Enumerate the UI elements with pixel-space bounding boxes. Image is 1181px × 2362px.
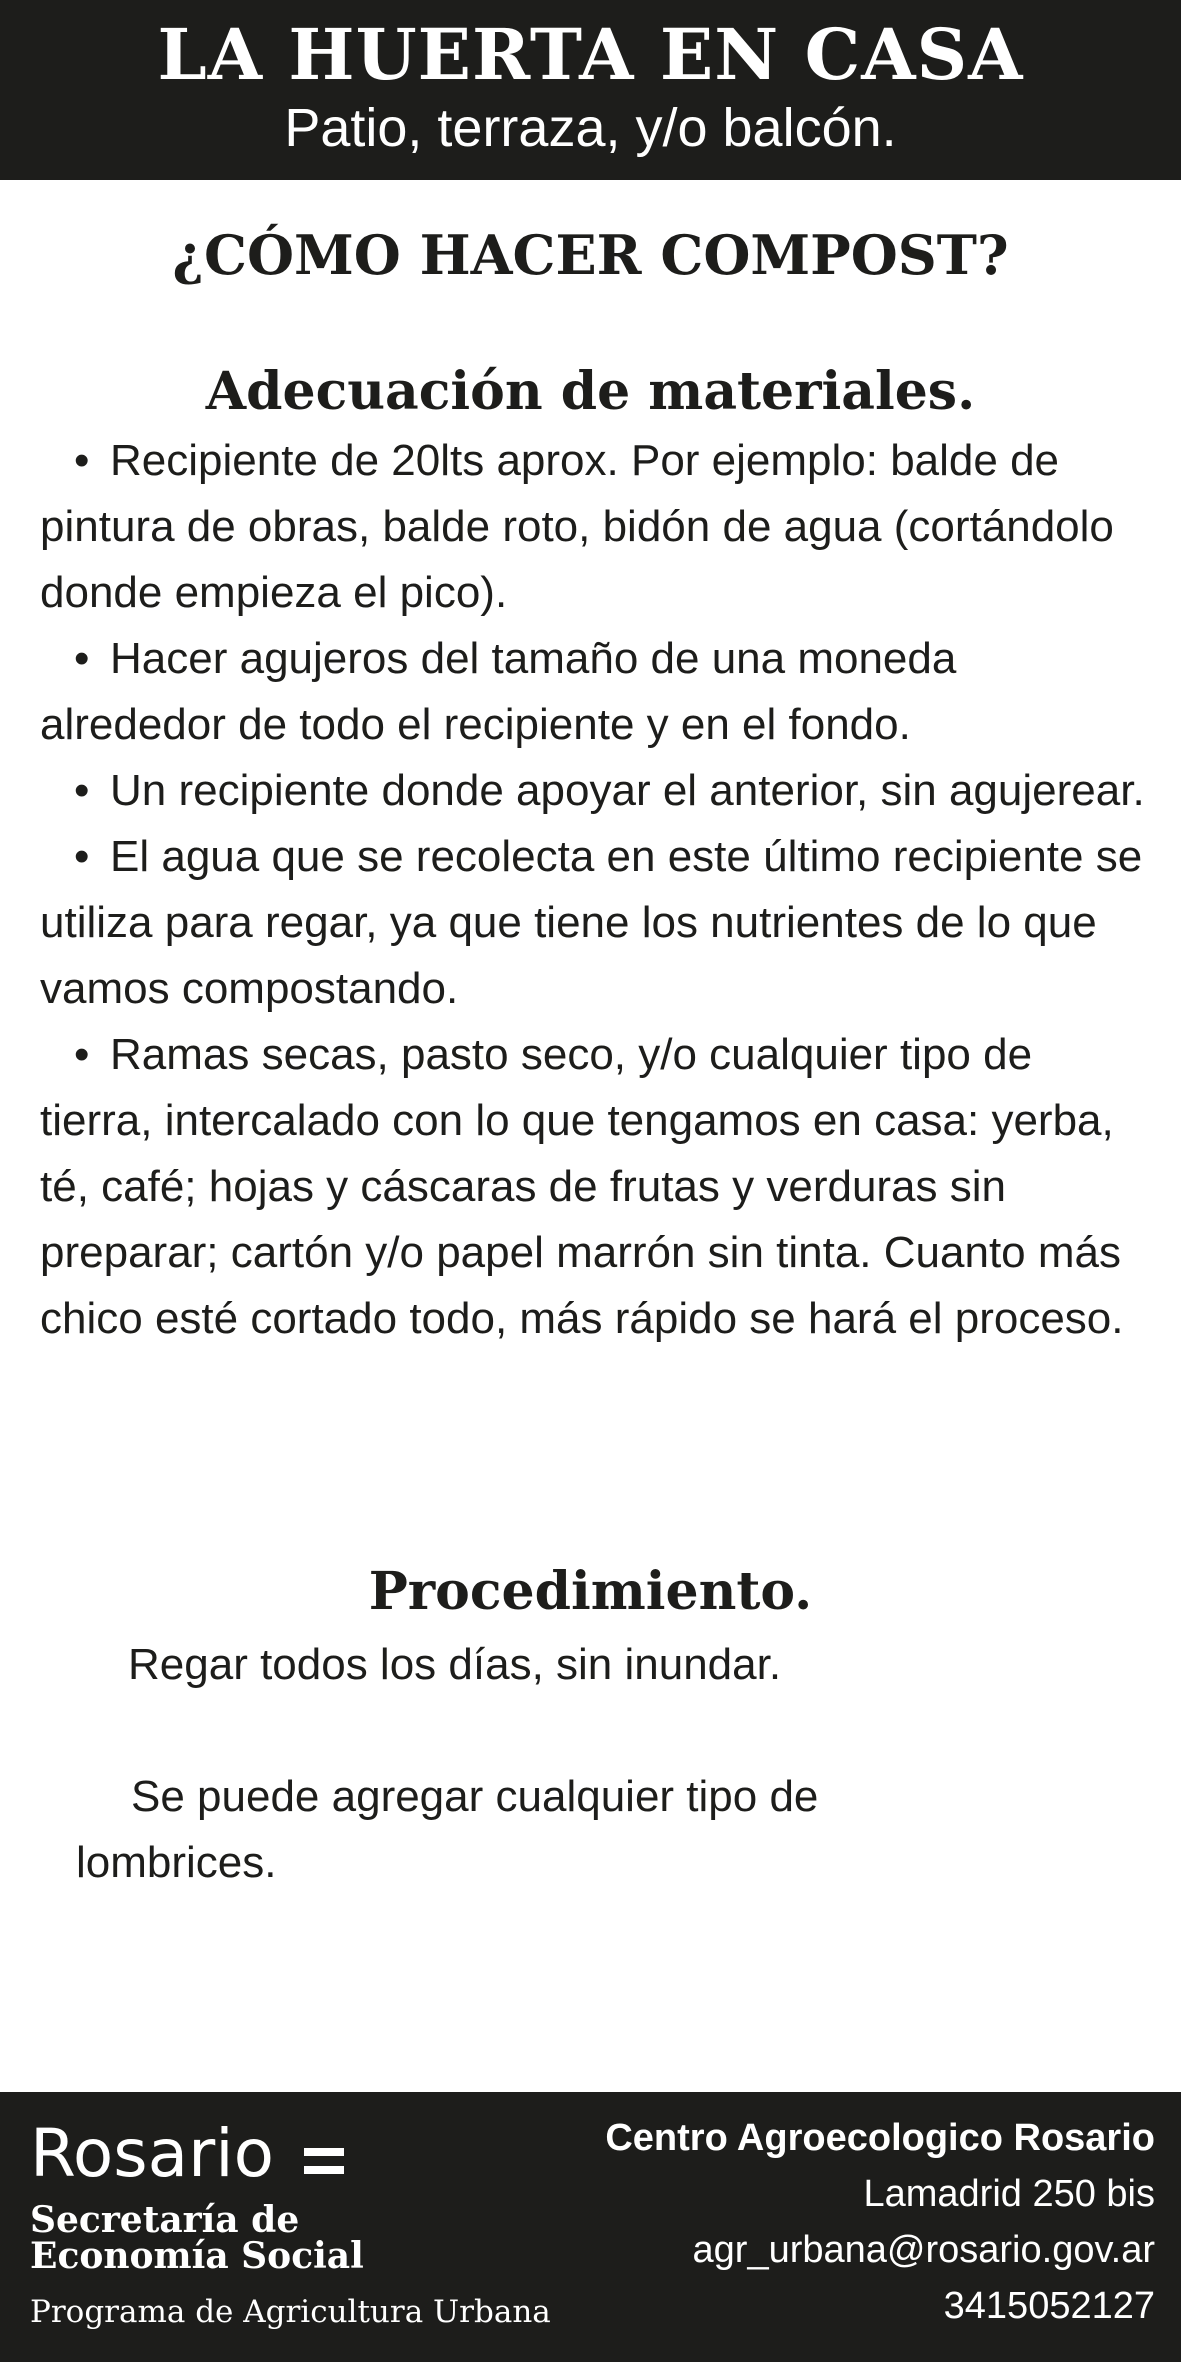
materials-heading: Adecuación de materiales. — [205, 361, 976, 422]
bullet-icon: • — [74, 634, 90, 683]
department-line: Economía Social — [30, 2235, 364, 2277]
brand-logo: Rosario — [30, 2115, 274, 2192]
list-item-text: El agua que se recolecta en este último recipiente se utiliza para regar, ya que tiene los nutrientes de lo que vamos compostando. — [40, 832, 1143, 1013]
list-item-text: Un recipiente donde apoyar el anterior, sin agujerear. — [110, 766, 1145, 815]
program-name: Programa de Agricultura Urbana — [30, 2294, 551, 2330]
bullet-icon: • — [74, 766, 90, 815]
list-item — [40, 1022, 1150, 1352]
list-item-text: Ramas secas, pasto seco, y/o cualquier tipo de tierra, intercalado con lo que tengamos en casa: yerba, té, café; hojas y cáscaras de frutas y verduras sin preparar; cartón y/o papel marrón sin tinta. Cuanto más chico esté cortado todo, más rápido se hará el proceso. — [40, 1030, 1124, 1343]
list-item — [40, 626, 1150, 758]
equals-logo-icon — [304, 2148, 344, 2178]
main-title: ¿CÓMO HACER COMPOST? — [172, 223, 1009, 287]
procedure-step: Se puede agregar cualquier tipo de lombrices. — [76, 1772, 819, 1887]
department-name — [30, 2199, 364, 2277]
contact-block — [605, 2110, 1155, 2334]
department-line: Secretaría de — [30, 2199, 300, 2241]
bullet-icon: • — [74, 436, 90, 485]
footer-band — [0, 2092, 1181, 2362]
list-item — [40, 824, 1150, 1022]
list-item-text: Recipiente de 20lts aprox. Por ejemplo: balde de pintura de obras, balde roto, bidón de agua (cortándolo donde empieza el pico). — [40, 436, 1114, 617]
page-title: LA HUERTA EN CASA — [157, 13, 1024, 96]
phone: 3415052127 — [943, 2285, 1155, 2327]
list-item — [40, 758, 1150, 824]
procedure-step: Regar todos los días, sin inundar. — [128, 1640, 782, 1689]
center-name: Centro Agroecologico Rosario — [605, 2117, 1155, 2159]
address: Lamadrid 250 bis — [863, 2173, 1155, 2215]
page-subtitle: Patio, terraza, y/o balcón. — [284, 98, 897, 158]
header-band — [0, 0, 1181, 180]
procedure-heading: Procedimiento. — [368, 1561, 813, 1622]
bullet-icon: • — [74, 832, 90, 881]
email: agr_urbana@rosario.gov.ar — [692, 2229, 1155, 2271]
bullet-icon: • — [74, 1030, 90, 1079]
materials-list — [40, 428, 1150, 1352]
list-item — [40, 428, 1150, 626]
list-item-text: Hacer agujeros del tamaño de una moneda alrededor de todo el recipiente y en el fondo. — [40, 634, 957, 749]
